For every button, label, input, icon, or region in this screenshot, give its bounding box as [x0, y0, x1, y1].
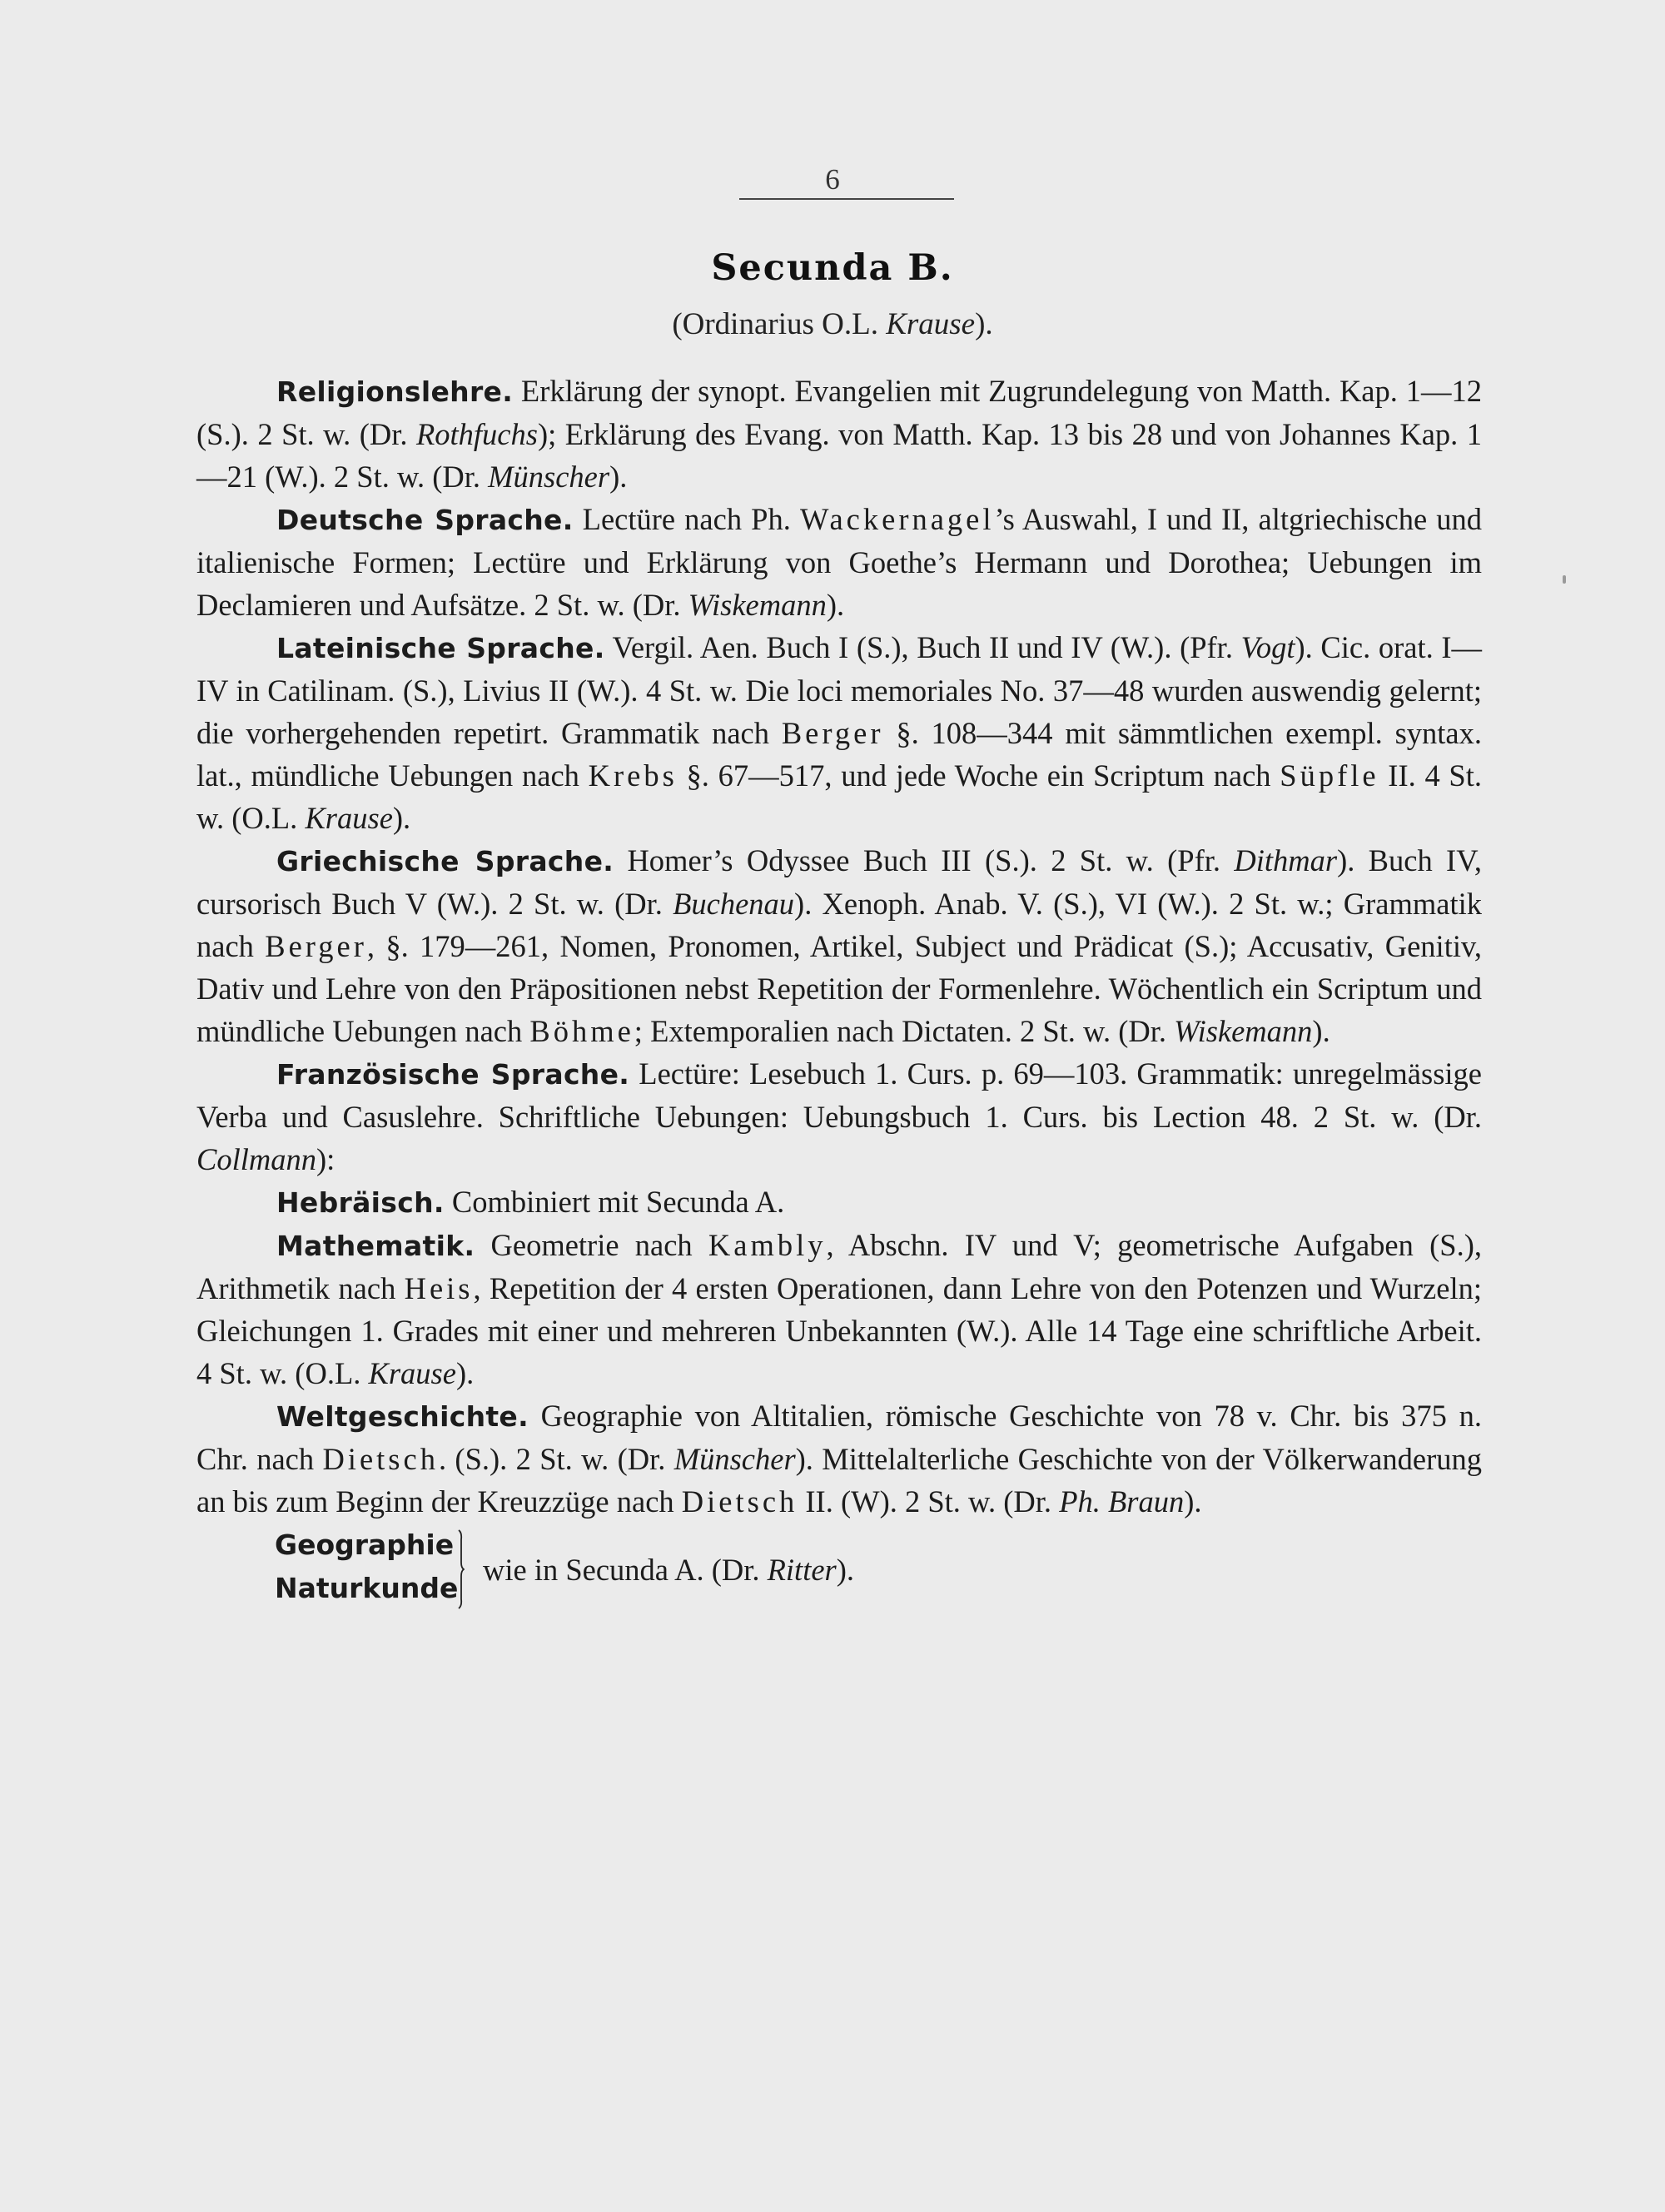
spaced-author: Süpfle [1280, 758, 1379, 793]
subject-franzoesische-sprache [196, 1052, 1482, 1181]
subject-text: , Repetition der 4 ersten Operationen, dann Lehre von den Potenzen und Wurzeln; Gleichungen 1. Grades mit einer und mehreren Unbekannten (W.). Alle 14 Tage eine schriftliche Arbeit. 4 St. w. (O.L. [196, 1271, 1482, 1390]
section-title: Secunda B. [711, 247, 954, 289]
subject-text: ). [392, 801, 411, 835]
subject-text: Lectüre: Lesebuch 1. Curs. p. 69—103. Grammatik: unregelmässige Verba und Casuslehre. Schriftliche Uebungen: Uebungsbuch 1. Curs. bis Lection 48. 2 St. w. (Dr. [196, 1056, 1483, 1134]
teacher-name: Münscher [673, 1442, 796, 1476]
subject-text: Erklärung der synopt. Evangelien mit Zugrundelegung von Matth. Kap. 1—12 (S.). 2 St. w. (Dr. [196, 374, 1482, 451]
teacher-name: Buchenau [673, 887, 795, 921]
subject-text: §. 67—517, und jede Woche ein Scriptum nach [677, 758, 1280, 793]
subject-griechische-sprache [196, 839, 1482, 1052]
subject-label: Lateinische Sprache. [276, 632, 605, 664]
subtitle-open: (Ordinarius O.L. [672, 307, 887, 341]
spaced-author: Berger [265, 929, 367, 963]
subject-text: , Abschn. IV und V; geometrische Aufgaben (S.), Arithmetik nach [196, 1228, 1482, 1305]
subtitle-close: ). [975, 307, 993, 341]
page-number: 6 [825, 163, 840, 196]
subject-text: ’s Auswahl, I und II, altgriechische und italienische Formen; Lectüre und Erklärung von Goethe’s Hermann und Dorothea; Uebungen im Declamieren und Aufsätze. 2 St. w. (Dr. [196, 502, 1482, 622]
teacher-name: Ph. Braun [1059, 1484, 1185, 1519]
subject-weltgeschichte [196, 1394, 1482, 1523]
brace-icon [456, 1529, 465, 1609]
teacher-name: Vogt [1240, 630, 1295, 664]
teacher-name: Wiskemann [1174, 1014, 1313, 1048]
spaced-author: Berger [781, 716, 884, 750]
subject-text: wie in Secunda A. (Dr. [483, 1553, 768, 1587]
spaced-author: Krebs [588, 758, 678, 793]
subject-text: Combiniert mit Secunda A. [444, 1185, 785, 1219]
subject-label: Griechische Sprache. [276, 845, 614, 877]
subtitle-teacher: Krause [886, 307, 976, 341]
combined-note [483, 1549, 854, 1591]
paper-speck [1563, 575, 1566, 584]
subject-text: II. (W). 2 St. w. (Dr. [798, 1484, 1060, 1519]
spaced-author: Dietsch [681, 1484, 798, 1519]
teacher-name: Krause [305, 801, 393, 835]
subject-text: Lectüre nach Ph. [573, 502, 800, 536]
spaced-author: Heis [404, 1271, 474, 1305]
subject-text: ). [1184, 1484, 1202, 1519]
subject-label: Weltgeschichte. [276, 1400, 529, 1433]
subject-text: ). [836, 1553, 855, 1587]
subject-label: Religionslehre. [276, 375, 514, 408]
subject-text: ). Mittelalterliche Geschichte von der Völkerwanderung an bis zum Beginn der Kreuzzüge nach [196, 1442, 1482, 1519]
subject-text: Geographie von Altitalien, römische Geschichte von 78 v. Chr. bis 375 n. Chr. nach [196, 1399, 1482, 1476]
subject-text: §. 108—344 mit sämmtlichen exempl. syntax. lat., mündliche Uebungen nach [196, 716, 1482, 793]
subject-label: Französische Sprache. [276, 1058, 630, 1091]
subject-text: Homer’s Odyssee Buch III (S.). 2 St. w. (Pfr. [614, 843, 1235, 877]
subject-deutsche-sprache [196, 498, 1482, 626]
subject-religionslehre [196, 370, 1482, 498]
section-subtitle [0, 306, 1665, 342]
subject-text: ): [316, 1142, 335, 1176]
subject-text: Geometrie nach [475, 1228, 708, 1262]
spaced-author: Kambly [708, 1228, 827, 1262]
subject-text: ). [609, 460, 628, 494]
subject-text: ; Extemporalien nach Dictaten. 2 St. w. (Dr. [634, 1014, 1175, 1048]
subject-label: Hebräisch. [276, 1186, 445, 1219]
subject-text: II. 4 St. w. (O.L. [196, 758, 1483, 835]
subject-text: ). [826, 588, 845, 622]
subject-lateinische-sprache [196, 626, 1482, 839]
spaced-author: Wackernagel [799, 502, 995, 536]
teacher-name: Wiskemann [688, 588, 827, 622]
subject-label: Mathematik. [276, 1230, 475, 1262]
page-number-rule [739, 198, 954, 200]
subject-mathematik [196, 1224, 1482, 1394]
teacher-name: Krause [368, 1356, 456, 1390]
teacher-name: Dithmar [1234, 843, 1338, 877]
subject-text: ). [455, 1356, 475, 1390]
subject-text: ). Buch IV, cursorisch Buch V (W.). 2 St. w. (Dr. [196, 843, 1482, 921]
teacher-name: Ritter [767, 1553, 837, 1587]
subject-hebraeisch [196, 1181, 1482, 1224]
subject-text: ). Cic. orat. I—IV in Catilinam. (S.), Livius II (W.). 4 St. w. Die loci memoriales No. 37—48 wurden auswendig gelernt; die vorhergehenden repetirt. Grammatik nach [196, 630, 1482, 750]
teacher-name: Collmann [196, 1142, 316, 1176]
teacher-name: Münscher [488, 460, 610, 494]
subject-label-naturkunde: Naturkunde [275, 1572, 459, 1604]
subject-text: ); Erklärung des Evang. von Matth. Kap. 13 bis 28 und von Johannes Kap. 1—21 (W.). 2 St. w. (Dr. [196, 417, 1482, 494]
subject-text: ). Xenoph. Anab. V. (S.), VI (W.). 2 St. w.; Grammatik nach [196, 887, 1482, 963]
subject-geographie-naturkunde [275, 1524, 1482, 1618]
spaced-author: Dietsch [322, 1442, 439, 1476]
subject-label: Deutsche Sprache. [276, 504, 574, 536]
subject-text: ). [1312, 1014, 1330, 1048]
curriculum-body [196, 370, 1482, 1618]
teacher-name: Rothfuchs [415, 417, 538, 451]
subject-label-geographie: Geographie [275, 1529, 455, 1561]
spaced-author: Böhme [529, 1014, 634, 1048]
subject-text: , §. 179—261, Nomen, Pronomen, Artikel, Subject und Prädicat (S.); Accusativ, Genitiv, Dativ und Lehre von den Präpositionen nebst Repetition der Formenlehre. Wöchentlich ein Scriptum und mündliche Uebungen nach [196, 929, 1482, 1048]
subject-text: Vergil. Aen. Buch I (S.), Buch II und IV (W.). (Pfr. [604, 630, 1241, 664]
subject-text: . (S.). 2 St. w. (Dr. [438, 1442, 674, 1476]
